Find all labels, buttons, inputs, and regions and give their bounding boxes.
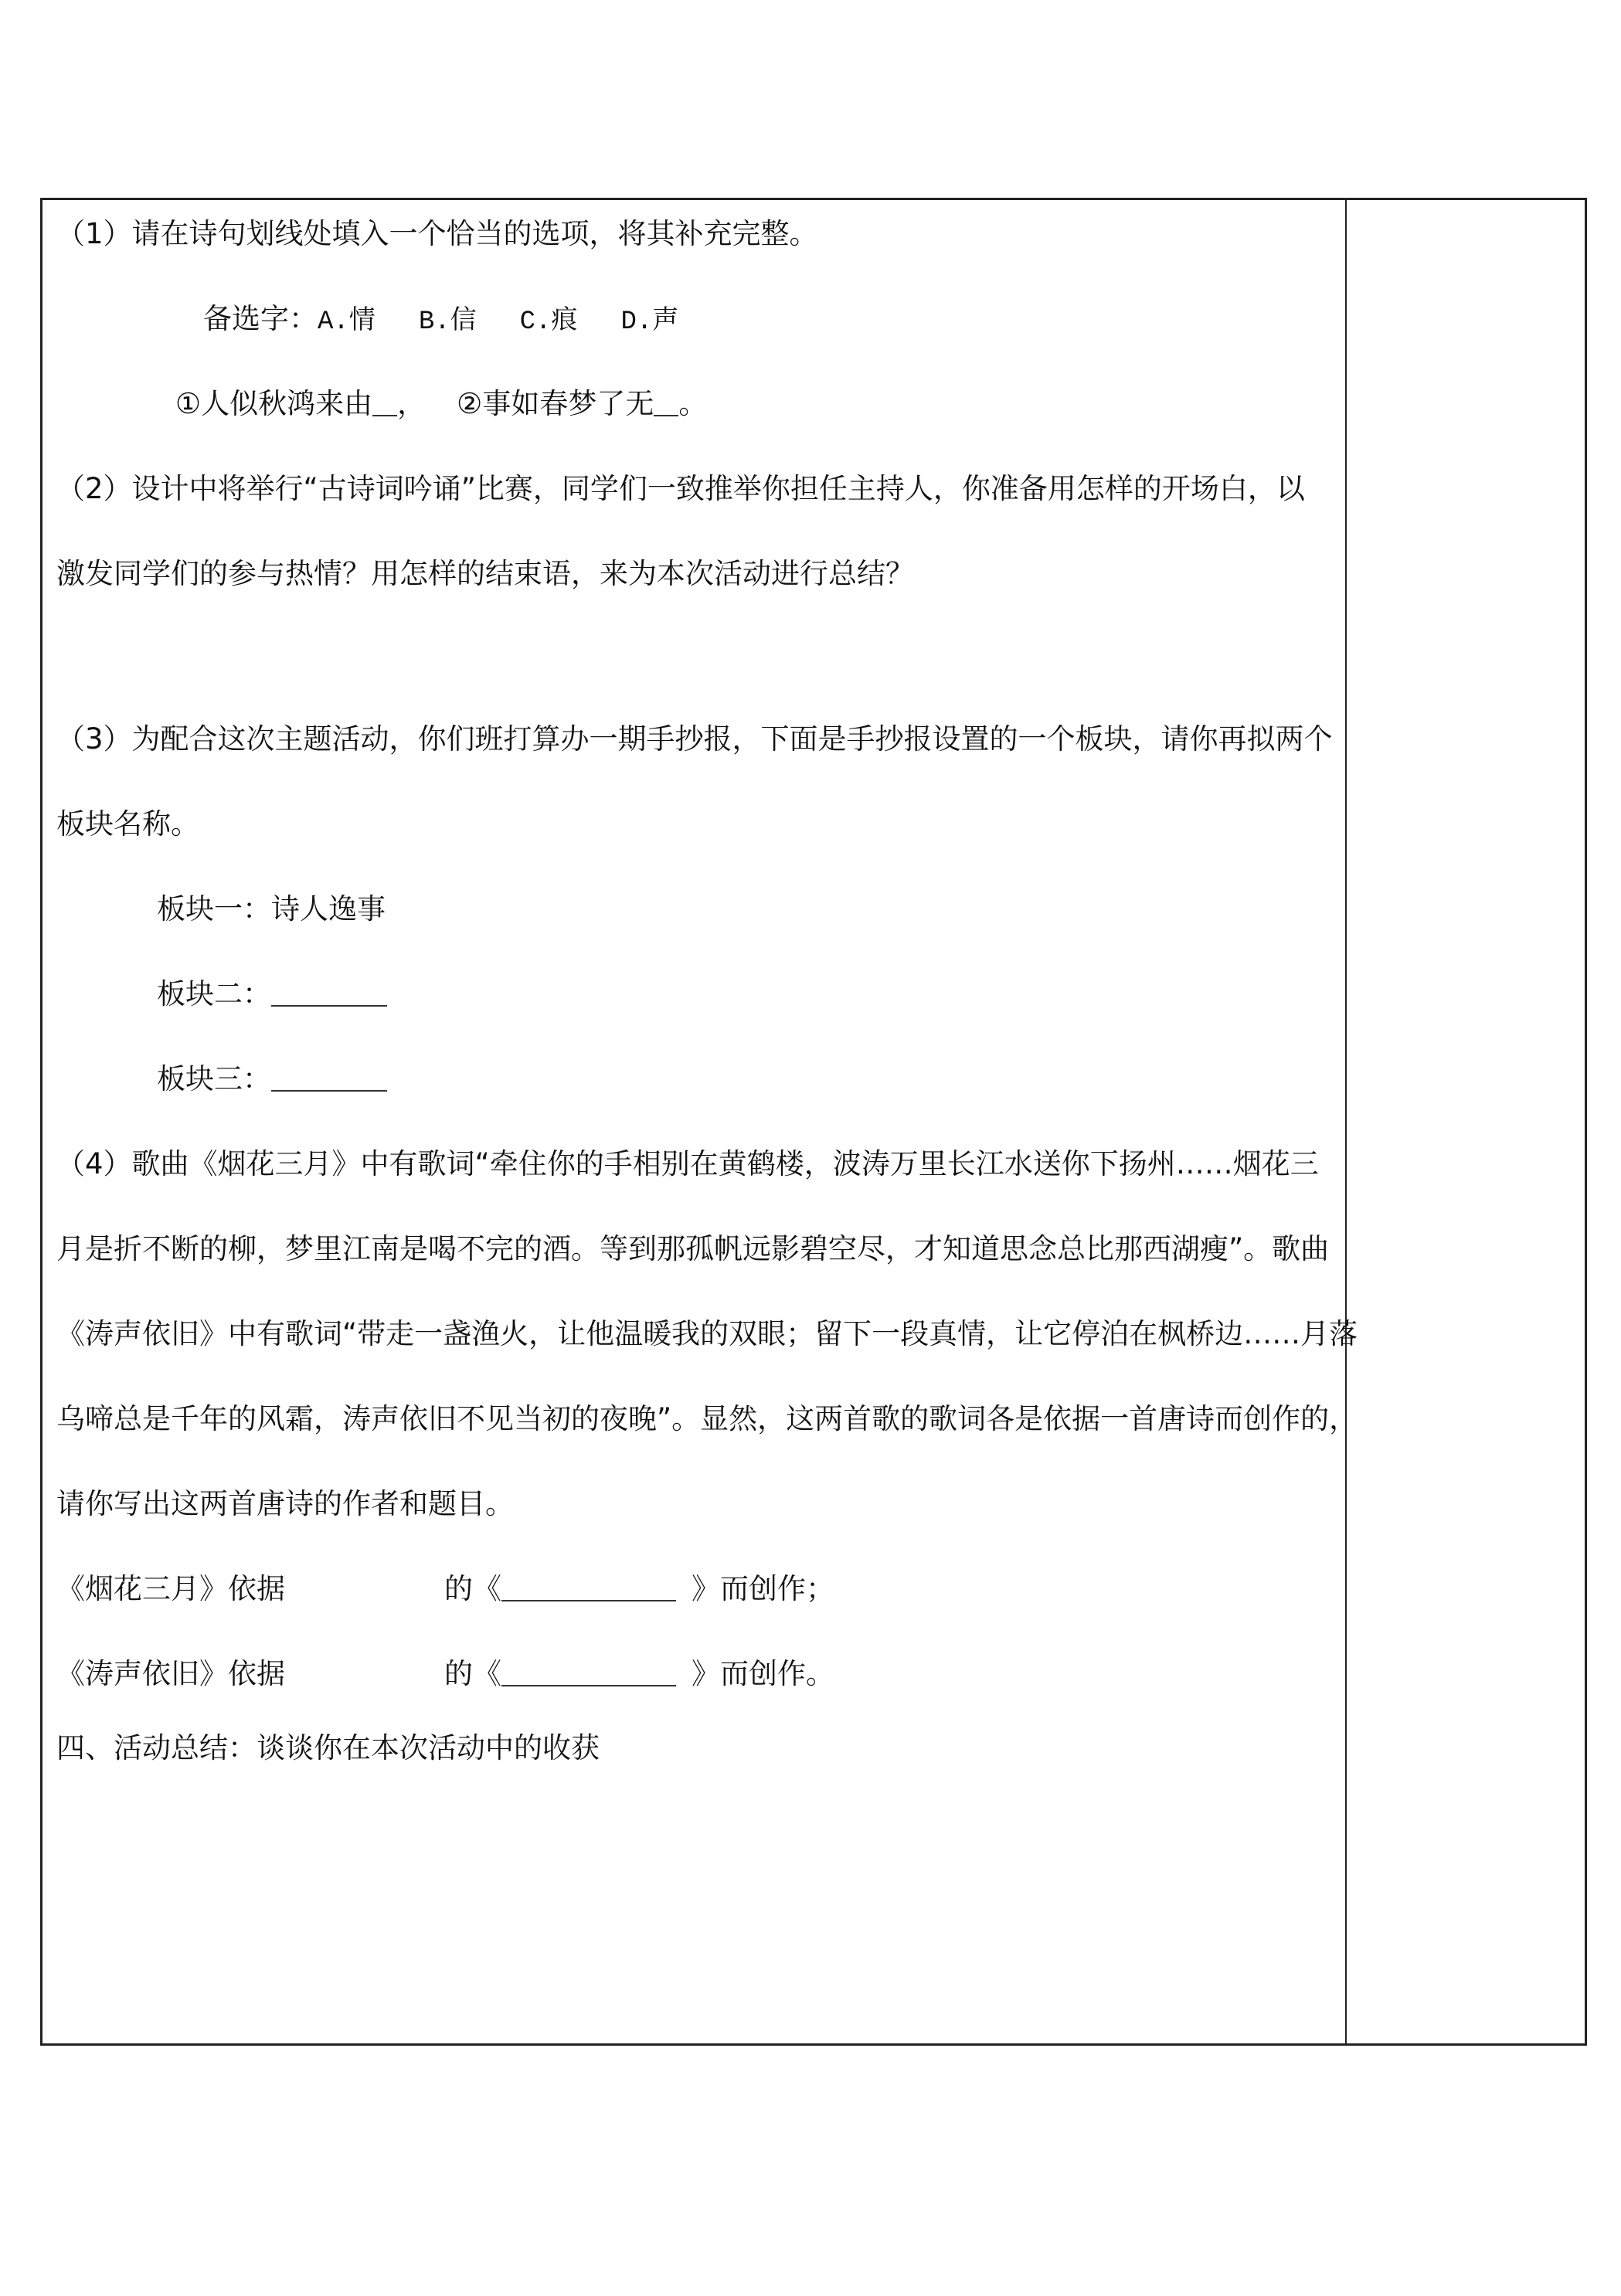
q1-blank-1[interactable] — [372, 387, 397, 416]
q4-line5: 请你写出这两首唐诗的作者和题目。 — [56, 1487, 514, 1520]
q1-blank-2[interactable] — [654, 387, 678, 416]
q2-line2: 激发同学们的参与热情？用怎样的结束语，来为本次活动进行总结？ — [56, 557, 914, 590]
q1-fill-lines — [175, 385, 707, 423]
q1-option-d: D.声 — [620, 307, 679, 337]
q4-answer1 — [56, 1571, 834, 1608]
q1-line2: ②事如春梦了无 — [457, 387, 654, 420]
q3-block3-label: 板块三： — [157, 1062, 271, 1095]
q1-line1: ①人似秋鸿来由 — [175, 387, 373, 420]
q1-options — [203, 301, 678, 341]
column-divider — [1345, 200, 1347, 2043]
q4-answer1-suffix: 》而创作； — [692, 1572, 834, 1605]
q1-option-c: C.痕 — [519, 307, 578, 337]
q4-answer1-prefix: 《烟花三月》依据 — [56, 1572, 285, 1605]
q1-option-b: B.信 — [418, 307, 477, 337]
q4-answer2-mid: 的《 — [444, 1657, 501, 1690]
q3-line1: （3）为配合这次主题活动，你们班打算办一期手抄报，下面是手抄报设置的一个板块，请你再拟两个 — [56, 722, 1333, 756]
q1-line2-end: 。 — [678, 387, 708, 420]
q1-options-label: 备选字： — [203, 302, 318, 335]
q4-line2: 月是折不断的柳，梦里江南是喝不完的酒。等到那孤帆远影碧空尽，才知道思念总比那西湖瘦”。歌曲 — [56, 1232, 1330, 1265]
q4-answer2 — [56, 1656, 834, 1693]
q1-option-a: A.情 — [318, 307, 376, 337]
q4-line3: 《涛声依旧》中有歌词“带走一盏渔火，让他温暖我的双眼；留下一段真情，让它停泊在枫桥边……月落 — [56, 1317, 1358, 1350]
q4-answer2-prefix: 《涛声依旧》依据 — [56, 1657, 285, 1690]
q3-block2-label: 板块二： — [157, 977, 271, 1010]
q4-answer1-blank[interactable] — [501, 1572, 676, 1601]
q2-line1: （2）设计中将举行“古诗词吟诵”比赛，同学们一致推举你担任主持人，你准备用怎样的开场白，以 — [56, 472, 1305, 505]
q4-answer1-mid: 的《 — [444, 1572, 501, 1605]
q3-block1-value: 诗人逸事 — [271, 892, 386, 926]
q4-answer2-suffix: 》而创作。 — [692, 1657, 834, 1690]
q3-block2 — [157, 976, 387, 1013]
q3-block3-blank[interactable] — [271, 1062, 387, 1092]
q1-prompt: （1）请在诗句划线处填入一个恰当的选项，将其补充完整。 — [56, 217, 818, 250]
q3-block1-label: 板块一： — [157, 892, 271, 926]
q4-line4: 乌啼总是千年的风霜，涛声依旧不见当初的夜晚”。显然，这两首歌的歌词各是依据一首唐诗而创作的， — [56, 1402, 1358, 1435]
summary-heading: 四、活动总结：谈谈你在本次活动中的收获 — [56, 1731, 600, 1764]
q3-block2-blank[interactable] — [271, 977, 387, 1007]
q3-line2: 板块名称。 — [56, 807, 199, 841]
worksheet-table — [40, 198, 1587, 2046]
q1-line1-end: ， — [397, 387, 426, 420]
q4-line1: （4）歌曲《烟花三月》中有歌词“牵住你的手相别在黄鹤楼，波涛万里长江水送你下扬州……烟花三 — [56, 1147, 1319, 1180]
q3-block1 — [157, 891, 386, 928]
q4-answer2-blank[interactable] — [501, 1657, 676, 1686]
q3-block3 — [157, 1061, 387, 1098]
